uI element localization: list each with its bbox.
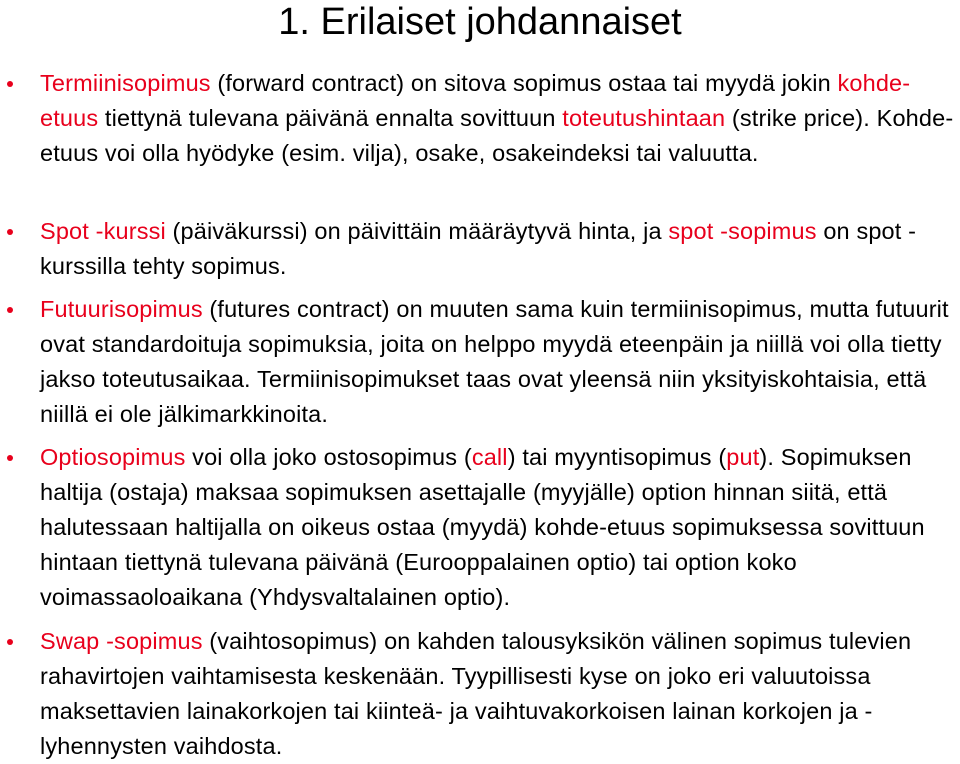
bullet-dot [7,639,13,645]
bullet-text: ). Sopimuksen haltija (ostaja) maksaa sopimuksen asettajalle (myyjälle) option hinnan siitä, että halutessaan haltijalla on oikeus ostaa (myydä) kohde-etuus sopimuksessa sovittuun hintaan tiettynä tulevana päivänä (Eurooppalainen optio) tai option koko voimassaoloaikana (Yhdysvaltalainen optio). [40,444,925,610]
term-put: put [726,444,760,470]
bullet-text: (forward contract) on sitova sopimus ostaa tai myydä jokin [210,70,838,96]
bullet-termiinisopimus [40,66,958,171]
bullet-dot [7,307,13,313]
bullet-text: on spot -kurssilla tehty sopimus. [40,218,917,279]
term-kohde-etuus: kohde-etuus [40,70,911,131]
term-toteutushinta: toteutushintaan [562,105,726,131]
term-spot-kurssi: Spot -kurssi [40,218,166,244]
bullet-text: tiettynä tulevana päivänä ennalta sovittuun [98,105,563,131]
bullet-text: (päiväkurssi) on päivittäin määräytyvä hinta, ja [165,218,669,244]
term-call: call [471,444,508,470]
bullet-swap [40,624,958,764]
bullet-text: (vaihtosopimus) on kahden talousyksikön välinen sopimus tulevien rahavirtojen vaihtamisesta keskenään. Tyypillisesti kyse on joko eri valuutoissa maksettavien lainakorkojen tai kiinteä- ja vaihtuvakorkoisen lainan korkojen ja -lyhennysten vaihdosta. [40,628,912,759]
page-title: 1. Erilaiset johdannaiset [278,1,682,43]
term-spot-sopimus: spot -sopimus [668,218,817,244]
bullet-text: (futures contract) on muuten sama kuin termiinisopimus, mutta futuurit ovat standardoituja sopimuksia, joita on helppo myydä eteenpäin ja niillä voi olla tietty jakso toteutusaikaa. Termiinisopimukset taas ovat yleensä niin yksityiskohtaisia, että niillä ei ole jälkimarkkinoita. [40,296,949,427]
bullet-text: ) tai myyntisopimus ( [507,444,727,470]
bullet-dot [7,81,13,87]
bullet-spot [40,214,958,284]
term-futuurisopimus: Futuurisopimus [40,296,203,322]
bullet-optiosopimus [40,440,958,615]
bullet-dot [7,229,13,235]
bullet-futuurisopimus [40,292,958,432]
bullet-dot [7,455,13,461]
term-swap-sopimus: Swap -sopimus [40,628,203,654]
bullet-text: (strike price). Kohde-etuus voi olla hyödyke (esim. vilja), osake, osakeindeksi tai valuutta. [40,105,954,166]
bullet-text: voi olla joko ostosopimus ( [185,444,472,470]
term-optiosopimus: Optiosopimus [40,444,186,470]
term-termiinisopimus: Termiinisopimus [40,70,211,96]
